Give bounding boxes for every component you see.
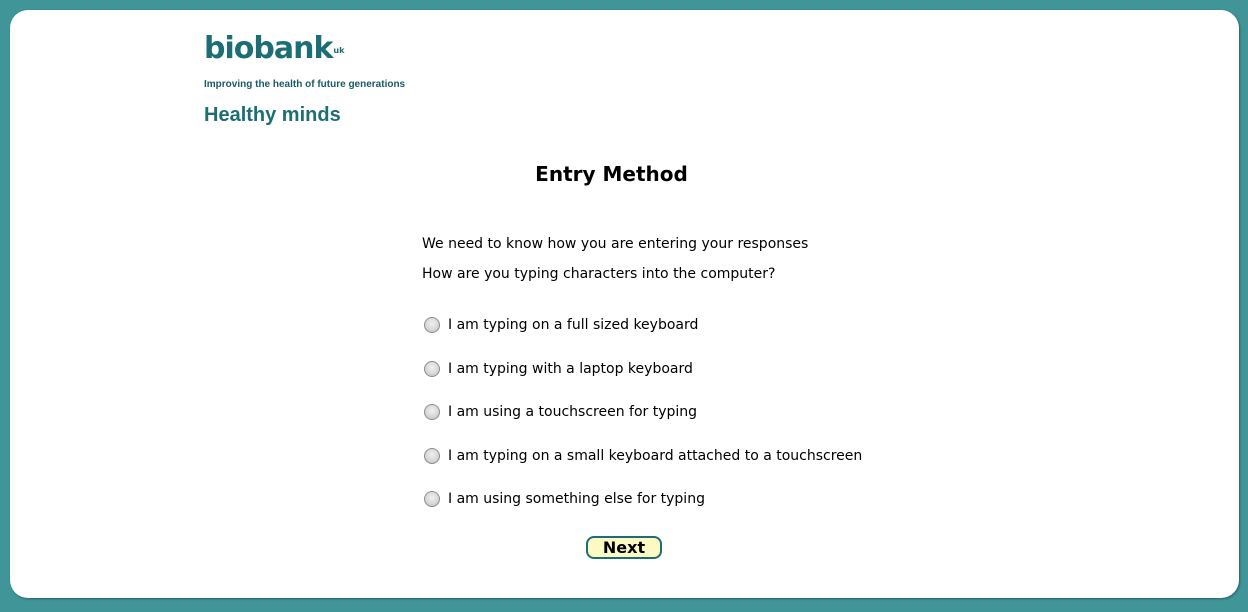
option-full-sized-keyboard[interactable] xyxy=(424,315,862,335)
main-card xyxy=(10,10,1239,598)
logo-superscript: uk xyxy=(333,46,345,55)
intro-text: We need to know how you are entering your responses xyxy=(422,236,809,252)
radio-button[interactable] xyxy=(424,317,440,333)
option-label[interactable]: I am using something else for typing xyxy=(448,491,705,507)
radio-button[interactable] xyxy=(424,404,440,420)
option-label[interactable]: I am using a touchscreen for typing xyxy=(448,404,698,420)
question-text: How are you typing characters into the computer? xyxy=(422,266,776,282)
page-title: Entry Method xyxy=(535,162,688,186)
biobank-logo xyxy=(204,32,343,66)
radio-button[interactable] xyxy=(424,448,440,464)
logo-text: biobank xyxy=(204,31,333,66)
option-touchscreen[interactable] xyxy=(424,402,862,422)
next-button[interactable]: Next xyxy=(586,536,662,559)
option-small-keyboard-touchscreen[interactable] xyxy=(424,446,862,466)
radio-button[interactable] xyxy=(424,491,440,507)
entry-method-options xyxy=(424,315,862,533)
option-label[interactable]: I am typing with a laptop keyboard xyxy=(448,360,693,377)
radio-button[interactable] xyxy=(424,361,440,377)
option-laptop-keyboard[interactable] xyxy=(424,359,862,379)
option-something-else[interactable] xyxy=(424,489,862,509)
tagline: Improving the health of future generations xyxy=(204,79,406,90)
section-subtitle: Healthy minds xyxy=(204,104,341,126)
option-label[interactable]: I am typing on a small keyboard attached to a touchscreen xyxy=(448,447,863,464)
option-label[interactable]: I am typing on a full sized keyboard xyxy=(448,317,699,333)
